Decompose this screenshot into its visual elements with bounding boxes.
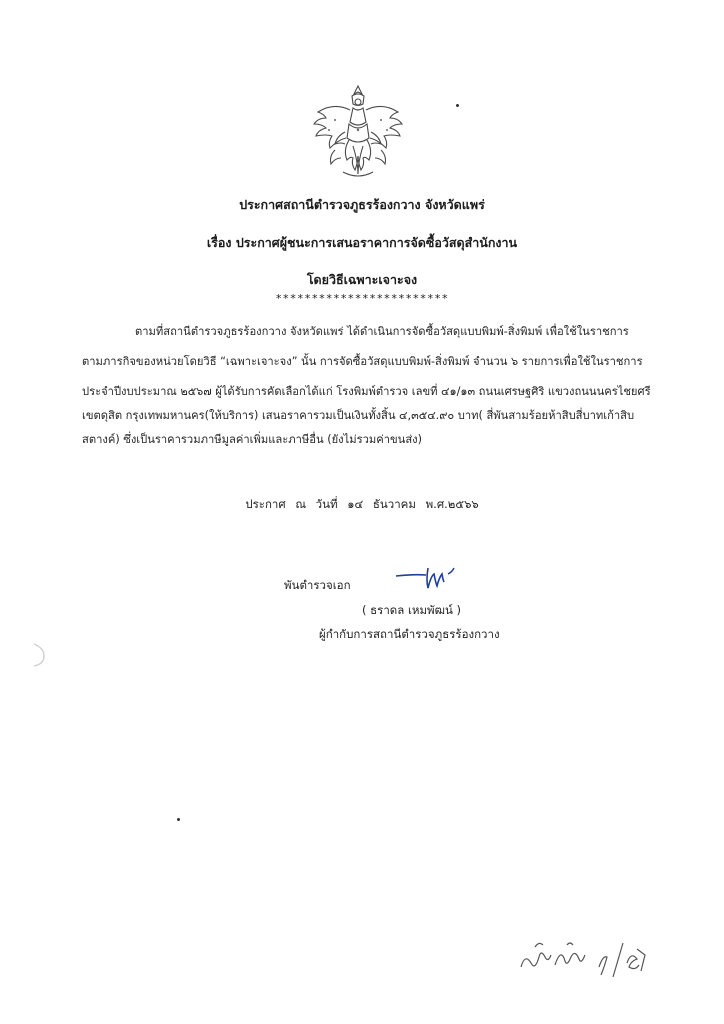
body-line-3: ประจำปีงบประมาณ ๒๕๖๗ ผู้ได้รับการคัดเลือกได้แก่ โรงพิมพ์ตำรวจ เลขที่ ๔๑/๑๓ ถนนเศรษฐศิริ แขวงถนนนครไชยศรี [82, 385, 651, 398]
handwritten-note [515, 937, 655, 983]
announcement-subject: เรื่อง ประกาศผู้ชนะการเสนอราคาการจัดซื้อวัสดุสำนักงาน [206, 235, 518, 250]
signature-mark [392, 562, 462, 594]
body-line-2: ตามภารกิจของหน่วยโดยวิธี “เฉพาะเจาะจง” นั้น การจัดซื้อวัสดุแบบพิมพ์-สิ่งพิมพ์ จำนวน ๖ รายการเพื่อใช้ในราชการ [82, 355, 643, 368]
body-line-1: ตามที่สถานีตำรวจภูธรร้องกวาง จังหวัดแพร่ ได้ดำเนินการจัดซื้อวัสดุแบบพิมพ์-สิ่งพิมพ์ เพื่อใช้ในราชการ [135, 325, 629, 338]
signatory-name: ( ธราดล เหมพัฒน์ ) [362, 603, 462, 617]
body-line-5: สตางค์) ซึ่งเป็นราคารวมภาษีมูลค่าเพิ่มและภาษีอื่น (ยังไม่รวมค่าขนส่ง) [82, 433, 422, 446]
garuda-emblem-icon [305, 80, 411, 186]
signatory-position: ผู้กำกับการสถานีตำรวจภูธรร้องกวาง [319, 627, 500, 641]
speck [177, 818, 180, 821]
speck [456, 104, 459, 107]
procurement-method: โดยวิธีเฉพาะเจาะจง [306, 272, 418, 287]
punch-hole-mark [28, 640, 48, 670]
announcement-title: ประกาศสถานีตำรวจภูธรร้องกวาง จังหวัดแพร่ [239, 197, 485, 212]
signatory-rank: พันตำรวจเอก [284, 578, 351, 592]
star-divider: ************************ [275, 292, 449, 305]
announcement-date: ประกาศ ณ วันที่ ๑๔ ธันวาคม พ.ศ.๒๕๖๖ [245, 497, 479, 511]
body-line-4: เขตดุสิต กรุงเทพมหานคร(ให้บริการ) เสนอราคารวมเป็นเงินทั้งสิ้น ๔,๓๕๔.๙๐ บาท( สี่พันสามร้อยห้าสิบสี่บาทเก้าสิบ [82, 409, 635, 422]
